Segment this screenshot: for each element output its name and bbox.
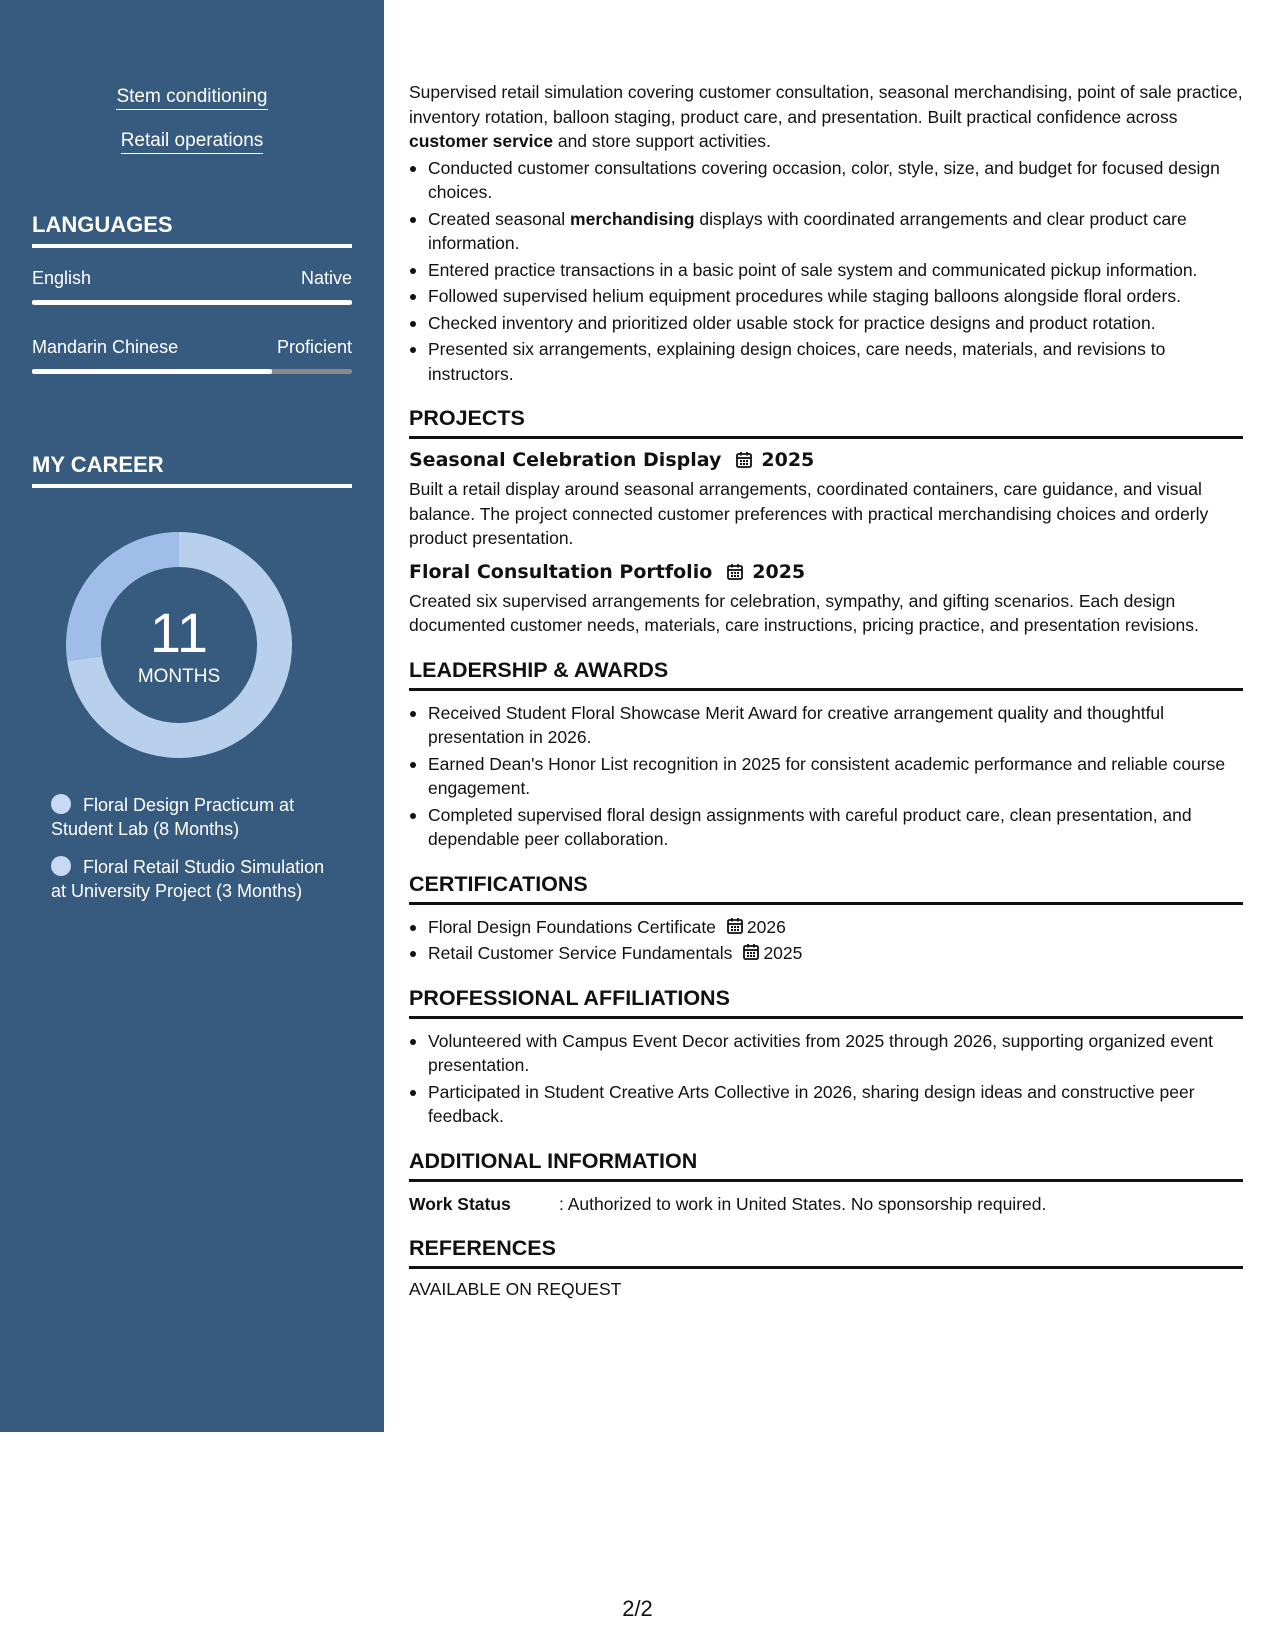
page-number: 2/2 xyxy=(622,1596,653,1621)
summary-text: Supervised retail simulation covering customer consultation, seasonal merchandising, point of sale practice, inventory rotation, balloon staging, product care, and presentation. Built practical confidence across xyxy=(409,82,1243,127)
experience-bullet: Entered practice transactions in a basic point of sale system and communicated pickup information. xyxy=(409,258,1243,283)
affiliation-item: Participated in Student Creative Arts Collective in 2026, sharing design ideas and constructive peer feedback. xyxy=(409,1080,1243,1129)
references-text: AVAILABLE ON REQUEST xyxy=(409,1279,622,1299)
language-level: Native xyxy=(300,268,352,288)
career-item xyxy=(51,793,341,841)
certifications-list xyxy=(409,915,1243,966)
project-year: 2025 xyxy=(761,449,815,471)
certification-item xyxy=(409,915,1243,940)
work-status-row xyxy=(409,1192,1243,1217)
project-item xyxy=(409,449,1243,551)
work-status-value: : Authorized to work in United States. No sponsorship required. xyxy=(559,1193,1047,1214)
affiliations-list xyxy=(409,1029,1243,1129)
career-item-label: Floral Retail Studio Simulation at University Project (3 Months) xyxy=(51,857,325,901)
award-item: Completed supervised floral design assignments with careful product care, clean presentation, and dependable peer collaboration. xyxy=(409,803,1243,852)
language-name: English xyxy=(32,268,92,288)
summary-bold: customer service xyxy=(409,131,553,151)
certification-name: Retail Customer Service Fundamentals xyxy=(428,943,733,963)
project-item xyxy=(409,561,1243,638)
calendar-icon xyxy=(726,563,744,581)
award-item: Earned Dean's Honor List recognition in 2025 for consistent academic performance and reliable course engagement. xyxy=(409,752,1243,801)
experience-summary xyxy=(409,80,1243,154)
languages-heading: LANGUAGES xyxy=(32,212,352,248)
affiliations-heading: PROFESSIONAL AFFILIATIONS xyxy=(409,986,1243,1019)
language-name: Mandarin Chinese xyxy=(32,337,179,357)
sidebar xyxy=(0,0,384,1432)
calendar-icon xyxy=(726,917,744,935)
certification-year: 2025 xyxy=(763,943,803,963)
experience-bullet xyxy=(409,207,1243,256)
calendar-icon xyxy=(742,943,760,961)
work-status-label: Work Status xyxy=(409,1193,511,1214)
language-row xyxy=(32,337,352,358)
career-dot-icon xyxy=(51,856,71,876)
career-list xyxy=(51,793,341,917)
career-total-unit: MONTHS xyxy=(137,666,221,687)
language-row xyxy=(32,268,352,289)
bullet-text: Created seasonal xyxy=(428,208,571,229)
calendar-icon xyxy=(735,451,753,469)
certification-name: Floral Design Foundations Certificate xyxy=(428,916,716,937)
experience-bullet: Presented six arrangements, explaining design choices, care needs, materials, and revisions to instructors. xyxy=(409,337,1243,386)
experience-bullet: Conducted customer consultations covering occasion, color, style, size, and budget for focused design choices. xyxy=(409,156,1243,205)
experience-bullet: Checked inventory and prioritized older usable stock for practice designs and product rotation. xyxy=(409,311,1243,336)
experience-bullets xyxy=(409,156,1243,387)
career-total-number: 11 xyxy=(149,601,209,664)
language-proficiency-fill xyxy=(32,300,352,305)
experience-bullet: Followed supervised helium equipment procedures while staging balloons alongside floral orders. xyxy=(409,284,1243,309)
bullet-text: displays with coordinated arrangements and clear product care information. xyxy=(428,208,1187,253)
project-title-row xyxy=(409,449,1243,471)
career-heading: MY CAREER xyxy=(32,452,352,488)
certification-year: 2026 xyxy=(746,916,786,937)
project-description: Created six supervised arrangements for celebration, sympathy, and gifting scenarios. Each design documented customer needs, materials, care instructions, pricing practice, and presentation revisions. xyxy=(409,590,1199,635)
language-proficiency-bar xyxy=(32,300,352,305)
career-dot-icon xyxy=(51,794,71,814)
language-proficiency-bar xyxy=(32,369,352,374)
award-item: Received Student Floral Showcase Merit Award for creative arrangement quality and thoughtful presentation in 2026. xyxy=(409,701,1243,750)
project-title: Seasonal Celebration Display xyxy=(409,449,722,471)
career-item-label: Floral Design Practicum at Student Lab (8 Months) xyxy=(51,795,295,839)
references-heading: REFERENCES xyxy=(409,1236,1243,1269)
certifications-heading: CERTIFICATIONS xyxy=(409,872,1243,905)
summary-text: and store support activities. xyxy=(552,131,771,151)
skill-item: Stem conditioning xyxy=(116,86,267,110)
awards-heading: LEADERSHIP & AWARDS xyxy=(409,658,1243,691)
projects-heading: PROJECTS xyxy=(409,406,1243,439)
awards-list xyxy=(409,701,1243,852)
project-description: Built a retail display around seasonal arrangements, coordinated containers, care guidance, and visual balance. The project connected customer preferences with practical merchandising choices and orderly product presentation. xyxy=(409,479,1209,548)
project-year: 2025 xyxy=(752,560,806,583)
skill-item: Retail operations xyxy=(121,130,264,154)
project-title-row xyxy=(409,561,1243,583)
affiliation-item: Volunteered with Campus Event Decor activities from 2025 through 2026, supporting organized event presentation. xyxy=(409,1029,1243,1078)
certification-item xyxy=(409,941,1243,966)
bullet-bold: merchandising xyxy=(570,208,695,229)
language-proficiency-fill xyxy=(32,369,272,374)
main-content xyxy=(409,80,1243,1300)
additional-info-heading: ADDITIONAL INFORMATION xyxy=(409,1149,1243,1182)
project-title: Floral Consultation Portfolio xyxy=(409,560,713,583)
skills-list xyxy=(0,0,384,174)
career-item xyxy=(51,855,341,903)
language-level: Proficient xyxy=(276,337,352,357)
